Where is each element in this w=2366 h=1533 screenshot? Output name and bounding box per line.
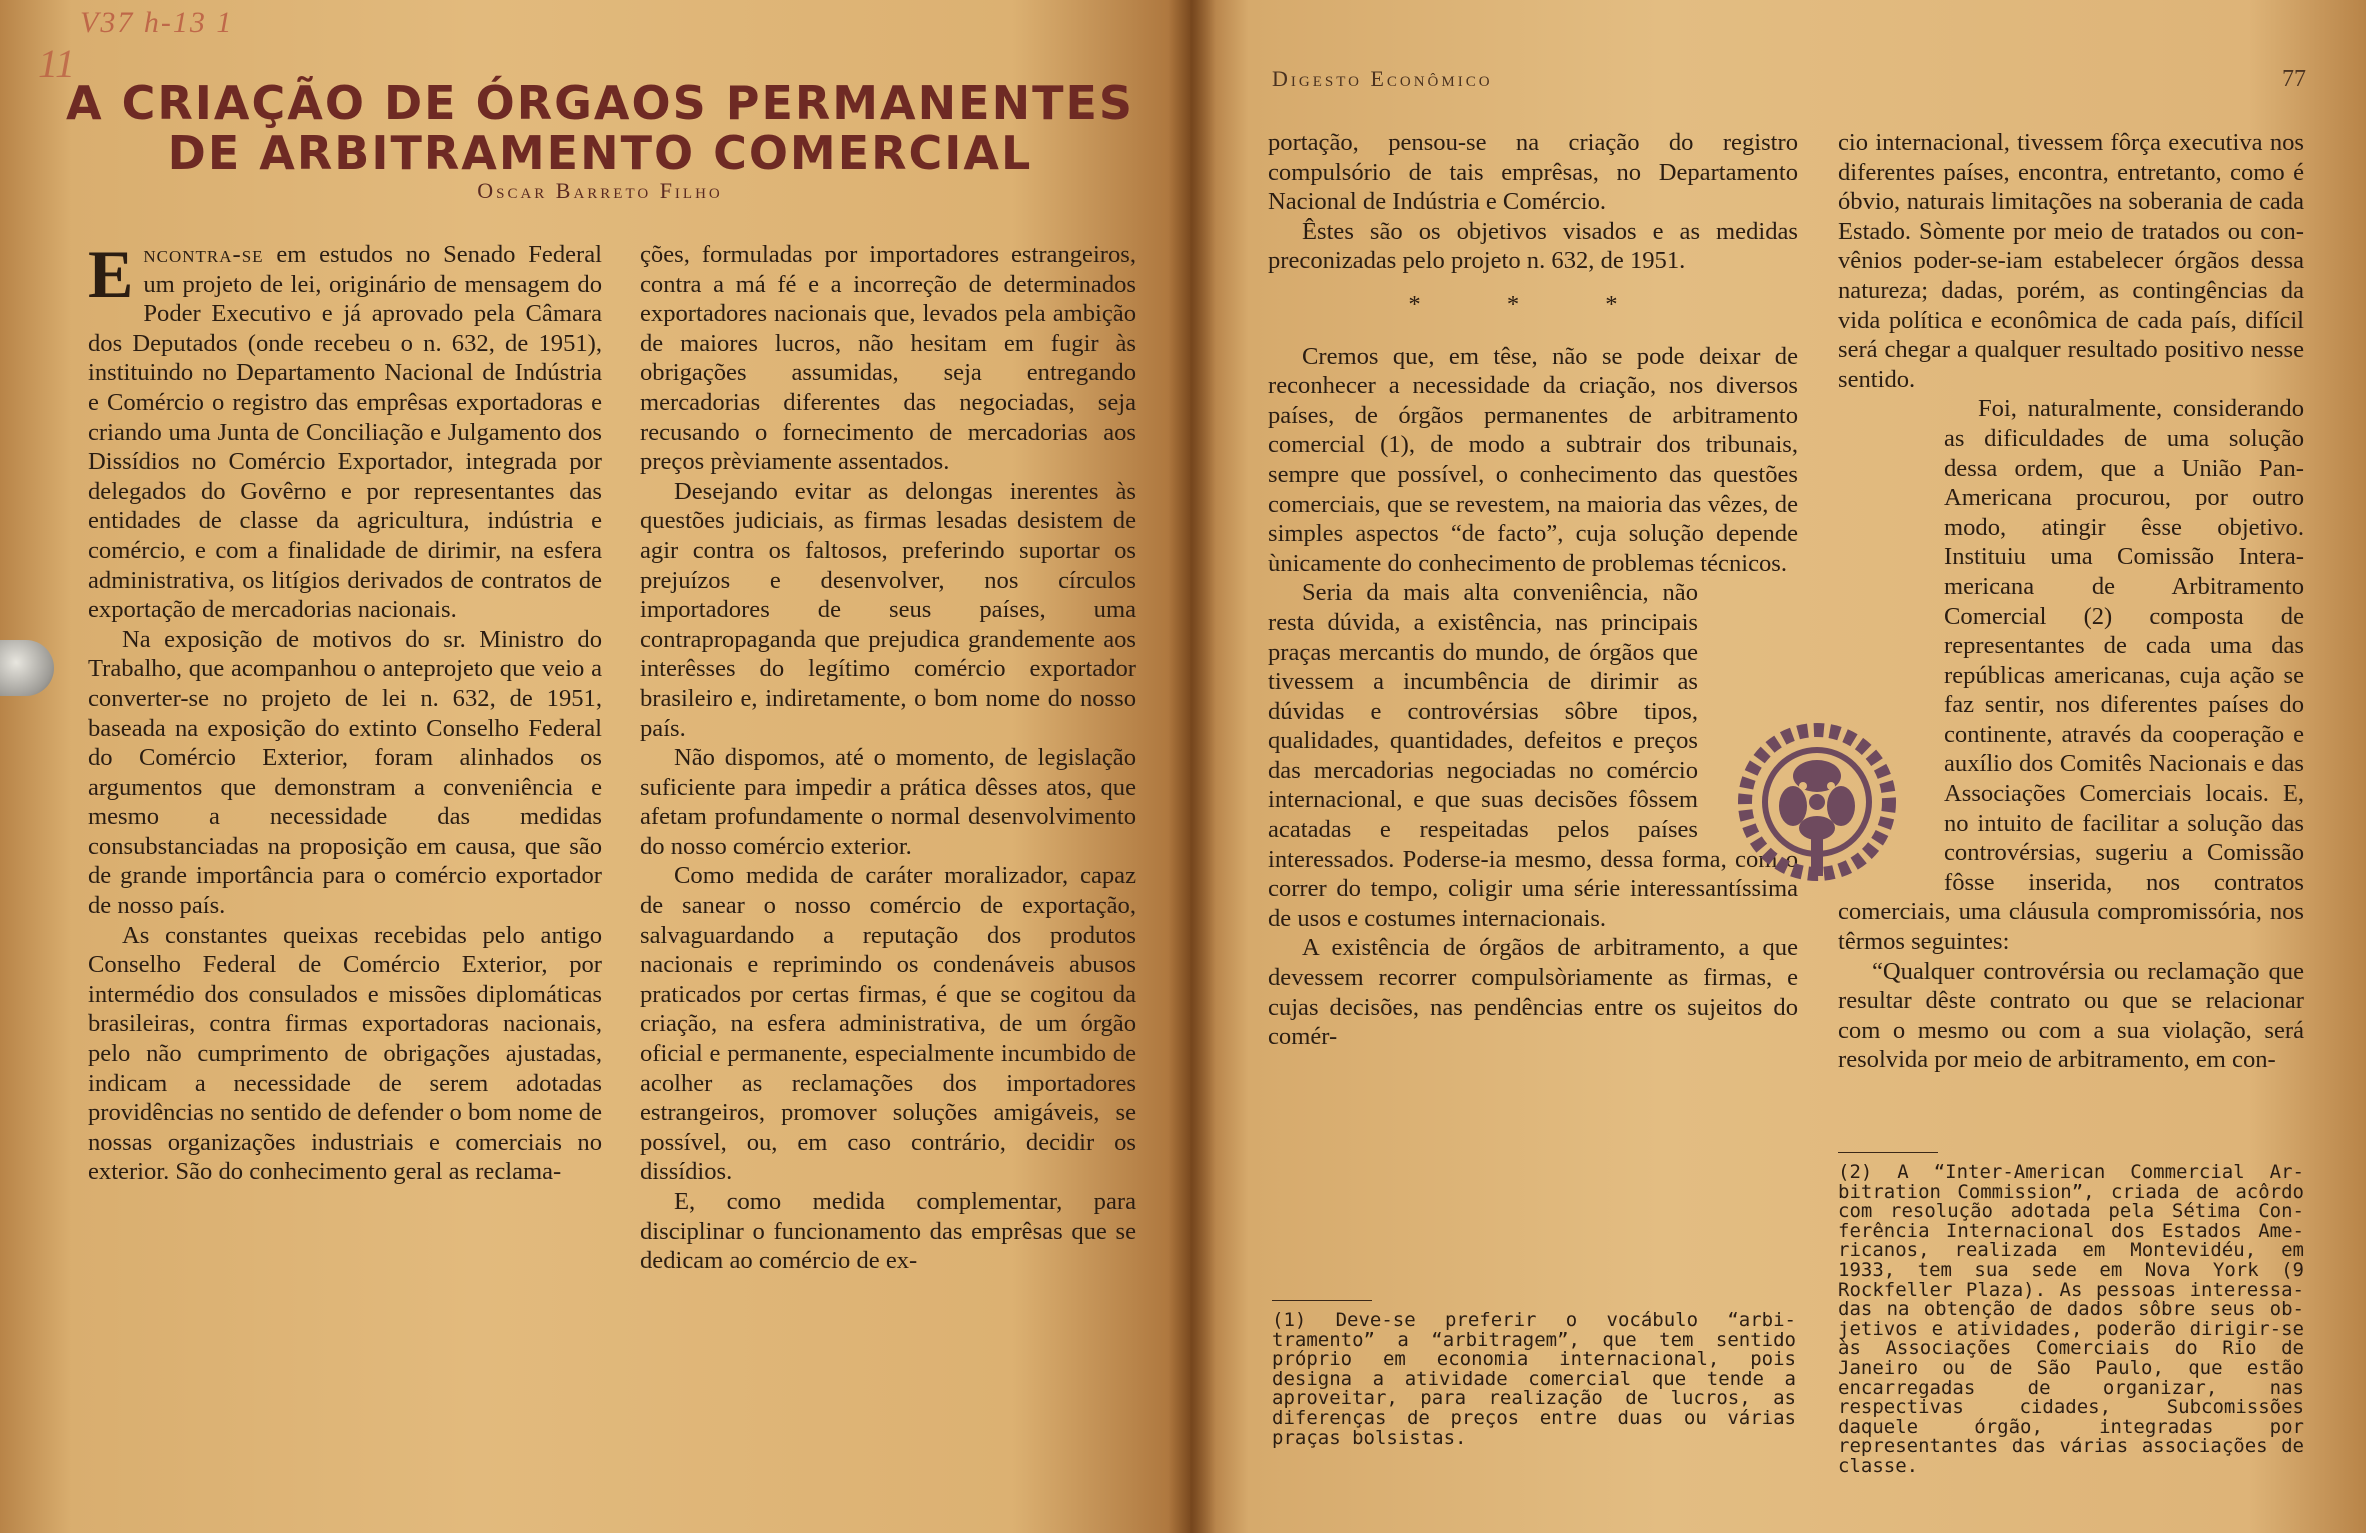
drop-cap: E (88, 236, 134, 312)
paragraph: ções, formuladas por importadores estrangeiros, contra a má fé e a incorreção de determinados exportadores nacionais que, levados pela ambição de maiores lucros, não hesitam em fugir às obrigações assumidas, seja entregando mercadorias diferentes das negociadas, seja recusando o fornecimento de mercadorias aos preços prèviamente assentados. (640, 241, 1136, 476)
paragraph: Êstes são os objetivos visados e as medidas preconizadas pelo projeto n. 632, de 1951. (1268, 217, 1798, 275)
footnote-text: (2) A “Inter-American Commercial Arbitration Commission”, criada de acôrdo com resolução adotada pela Sétima Conferência Internacional dos Estados Americanos, realizada em Montevidéu, em 1933, tem sua sede em Nova York (9 Rockfeller Plaza). As pessoas interessadas na obtenção de dados sôbre seus objetivos e atividades, poderão dirigir-se às Associações Comerciais do Rio de Janeiro ou de São Paulo, que estão encarregadas de organizar, nas respectivas cidades, Subcomissões daquele órgão, integradas por representantes das várias associações de classe. (1838, 1161, 2304, 1477)
paragraph-text: em estudos no Senado Federal um projeto de lei, originário de mensagem do Poder Executivo e já aprovado pela Câmara dos Deputados (onde recebeu o n. 632, de 1951), instituindo no Departamento Nacional de Indústria e Comércio o registro das emprêsas exportadoras e criando uma Junta de Conciliação e Julgamento dos Dissídios no Comércio Exportador, integrada por delegados do Govêrno e por representantes das entidades de classe da agricultura, indústria e comércio, e com a finalidade de dirimir, na esfera administrativa, os litígios derivados de contratos de exportação de mercadorias nacionais. (88, 241, 602, 624)
footnote-rule (1272, 1300, 1372, 1301)
margin-note: 11 (38, 41, 76, 86)
paragraph: Seria da mais alta conveniência, não resta dúvida, a existência, nas principais praças mercantis do mundo, de órgãos que tivessem a incumbência de dirimir as dúvidas e controvérsias sôbre tipos, qualidades, quantidades, defeitos e preços das mercadorias negociadas no comércio internacional, e que suas decisões fôssem acatadas e respeitadas pelos países interessados. Poderse-ia mesmo, dessa forma, com o correr do tempo, coligir uma série interessantíssima de usos e costumes internacionais. (1268, 579, 1798, 932)
section-divider: * * * (1408, 290, 1658, 318)
paragraph: Na exposição de motivos do sr. Ministro do Trabalho, que acompanhou o anteprojeto que veio a converter-se no projeto de lei n. 632, de 1951, baseada na exposição do extinto Conselho Federal do Comércio Exterior, foram alinhados os argumentos que demonstram a conveniência e mesmo a necessidade das medidas consubstanciadas na proposição em causa, que são de grande importância para o comércio exportador de nosso país. (88, 625, 602, 920)
handwritten-note: V37 h-13 1 (80, 6, 234, 39)
paragraph: cio internacional, tivessem fôrça executiva nos diferentes países, encontra, entretanto, como é óbvio, naturais limitações na soberania de cada Estado. Sòmente por meio de tratados ou convênios poder-se-iam estabelecer órgãos dessa natureza; dadas, porém, as contingências da vida política e econômica de cada país, difícil será chegar a qualquer resultado positivo nesse sentido. (1838, 129, 2304, 393)
footnote-2 (1838, 1152, 2304, 1477)
right-column-2 (1838, 128, 2304, 1075)
author-byline: Oscar Barreto Filho (477, 178, 723, 203)
paragraph: Desejando evitar as delongas inerentes às questões judiciais, as firmas lesadas desistem de agir contra os faltosos, preferindo suportar os prejuízos e desenvolver, nos círculos importadores de seus países, uma contrapropaganda que prejudica grandemente aos interêsses do legítimo comércio exportador brasileiro e, indiretamente, o bom nome do nosso país. (640, 477, 1136, 742)
paragraph: Como medida de caráter moralizador, capaz de sanear o nosso comércio de exportação, salvaguardando a reputação dos produtos nacionais e reprimindo os condenáveis abusos praticados por certas firmas, é que se cogitou da criação, na esfera administrativa, de um órgão oficial e permanente, especialmente incumbido de acolher as reclamações dos importadores estrangeiros, promover soluções amigáveis, se possível, ou, em caso contrário, decidir os dissídios. (640, 862, 1136, 1186)
floral-ornament (1735, 716, 1899, 890)
title-line-2: DE ARBITRAMENTO COMERCIAL (167, 126, 1033, 180)
running-head: Digesto Econômico (1272, 66, 1493, 91)
opening-smallcaps: ncontra-se (143, 241, 264, 268)
title-line-1: A CRIAÇÃO DE ÓRGAOS PERMANENTES (65, 76, 1135, 130)
binding-clip (0, 640, 54, 696)
paragraph: A existência de órgãos de arbitramento, a que devessem recorrer compulsòriamente as firmas, e cujas decisões, nas pendências entre os sujeitos do comér- (1268, 934, 1798, 1051)
right-column-1 (1268, 128, 1798, 1052)
left-column-1 (88, 236, 602, 1187)
left-column-2 (640, 240, 1136, 1276)
article-title (60, 78, 1140, 178)
paragraph: Foi, naturalmente, considerando as dificuldades de uma solução dessa ordem, que a União Pan-Americana procurou, por outro modo, atingir êsse objetivo. Instituiu uma Comissão Interamericana de Arbitramento Comercial (2) composta de representantes de cada uma das repúblicas americanas, cuja ação se faz sentir, nos diferentes países do continente, através da cooperação e auxílio dos Comitês Nacionais e das Associações Comerciais locais. E, no intuito de facilitar a solução das controvérsias, sugeriu a Comissão fôsse inserida, nos contratos comerciais, uma cláusula compromissória, nos têrmos seguintes: (1838, 395, 2304, 956)
paragraph: portação, pensou-se na criação do registro compulsório de tais emprêsas, no Departamento Nacional de Indústria e Comércio. (1268, 129, 1798, 216)
paragraph: Cremos que, em têse, não se pode deixar de reconhecer a necessidade da criação, nos diversos países, de órgãos permanentes de arbitramento comercial (1), de modo a subtrair dos tribunais, sempre que possível, o conhecimento das questões comerciais, que se revestem, na maioria das vêzes, de simples aspectos “de facto”, cuja solução depende ùnicamente do conhecimento de problemas técnicos. (1268, 342, 1798, 577)
quotation: “Qualquer controvérsia ou reclamação que resultar dêste contrato ou que se relacionar com o mesmo ou com a sua violação, será resolvida por meio de arbitramento, em con- (1838, 957, 2304, 1074)
paragraph: As constantes queixas recebidas pelo antigo Conselho Federal de Comércio Exterior, por intermédio dos consulados e missões diplomáticas brasileiras, contra firmas exportadoras nacionais, pelo não cumprimento de obrigações ajustadas, indicam a necessidade de serem adotadas providências no sentido de defender o bom nome de nossas organizações industriais e comerciais no exterior. São do conhecimento geral as reclama- (88, 921, 602, 1186)
paragraph: E, como medida complementar, para disciplinar o funcionamento das emprêsas que se dedicam ao comércio de ex- (640, 1188, 1136, 1275)
footnote-rule (1838, 1152, 1938, 1153)
footnote-text: (1) Deve-se preferir o vocábulo “arbitramento” a “arbitragem”, que tem sentido próprio em economia internacional, pois designa a atividade comercial que tende a aproveitar, para realização de lucros, as diferenças de preços entre duas ou várias praças bolsistas. (1272, 1309, 1796, 1449)
page-number: 77 (2282, 66, 2306, 92)
paragraph (88, 236, 602, 625)
footnote-1 (1272, 1300, 1796, 1448)
book-gutter (1168, 0, 1216, 1533)
paragraph: Não dispomos, até o momento, de legislação suficiente para impedir a prática dêsses atos, que afetam profundamente o normal desenvolvimento do nosso comércio exterior. (640, 744, 1136, 860)
